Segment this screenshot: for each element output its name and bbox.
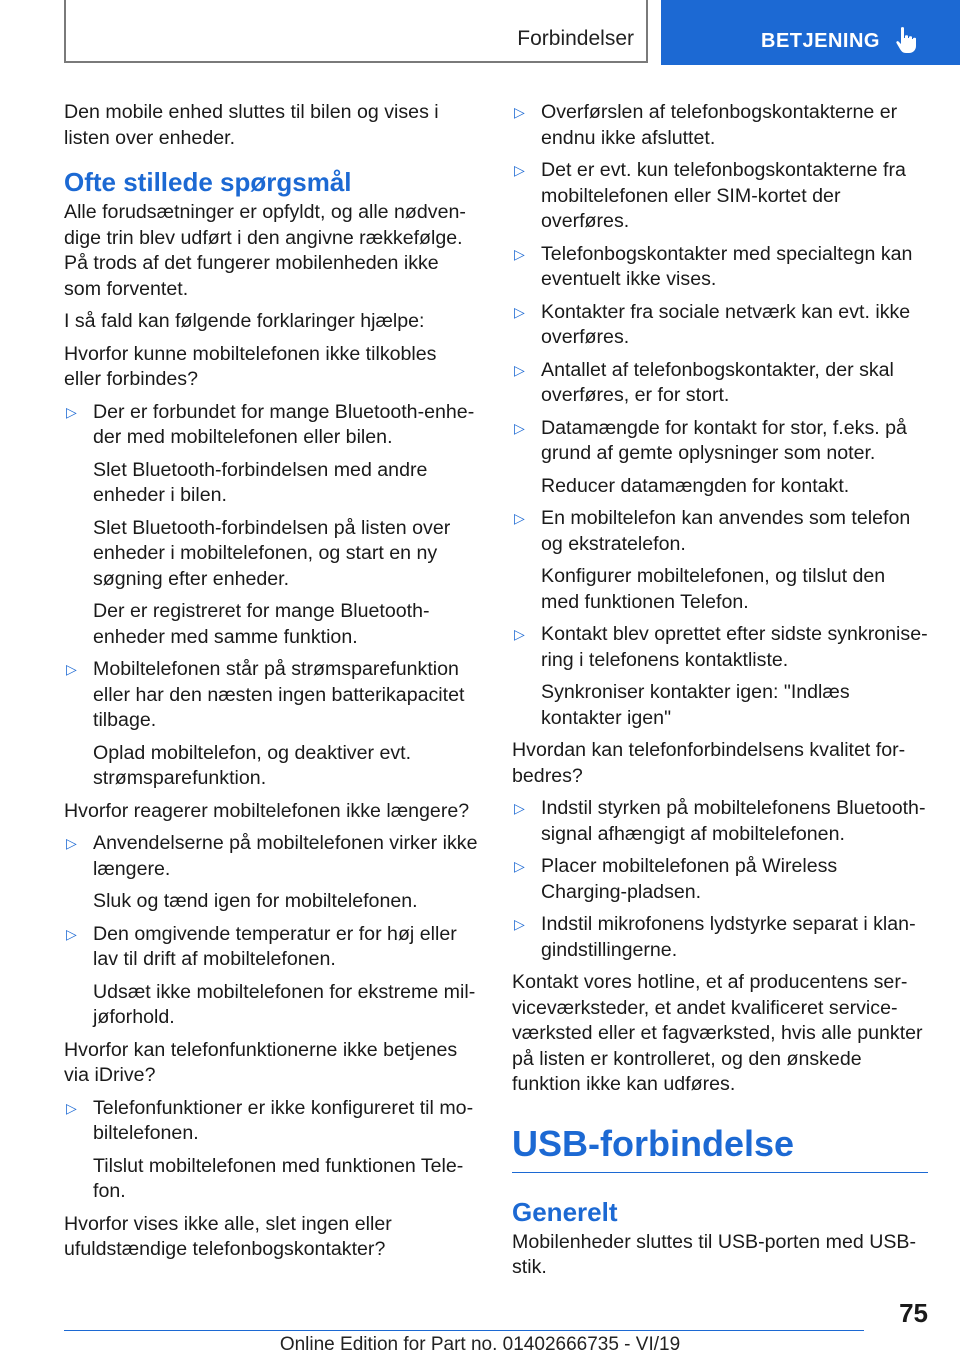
section-header-box xyxy=(64,0,648,63)
list-item: ▷ Indstil mikrofonens lydstyrke separat i klangindstillingerne. xyxy=(514,913,916,961)
list-item: ▷ Der er forbundet for mange Bluetooth-enheder med mobiltelefonen eller bilen. xyxy=(66,400,475,448)
list-item: ▷ Overførslen af telefonbogskontakterne er endnu ikke afsluttet. xyxy=(514,101,898,149)
footer-divider xyxy=(64,1330,864,1331)
list-item: ▷ Placer mobiltelefonen på Wireless Charging-pladsen. xyxy=(514,855,838,903)
faq-question: Hvorfor reagerer mobiltelefonen ikke længere? xyxy=(64,799,470,822)
usb-heading: USB-forbindelse xyxy=(512,1122,928,1173)
faq-paragraph: Alle forudsætninger er opfyldt, og alle nødvendige trin blev udført i den angivne rækkefølge. På trods af det fungerer mobilenheden ikke som forventet. xyxy=(64,201,466,300)
pointing-hand-icon xyxy=(895,26,919,54)
triangle-bullet-icon: ▷ xyxy=(514,104,525,120)
section-title: Forbindelser xyxy=(517,27,634,50)
list-item: ▷ Datamængde for kontakt for stor, f.eks. på grund af gemte oplysninger som noter. xyxy=(514,416,907,464)
triangle-bullet-icon: ▷ xyxy=(66,661,77,677)
general-paragraph: Mobilenheder sluttes til USB-porten med USB-stik. xyxy=(512,1230,917,1278)
faq-question: Hvorfor kan telefonfunktionerne ikke betjenes via iDrive? xyxy=(64,1038,458,1086)
triangle-bullet-icon: ▷ xyxy=(514,626,525,642)
list-item: ▷ Kontakter fra sociale netværk kan evt. ikke overføres. xyxy=(514,300,911,348)
triangle-bullet-icon: ▷ xyxy=(66,925,77,942)
left-column xyxy=(64,100,478,1270)
list-item-remedy: Reducer datamængden for kontakt. xyxy=(541,474,850,497)
triangle-bullet-icon: ▷ xyxy=(66,835,77,851)
list-item-remedy: Sluk og tænd igen for mobiltelefonen. xyxy=(93,890,418,912)
triangle-bullet-icon: ▷ xyxy=(66,403,77,420)
triangle-bullet-icon: ▷ xyxy=(514,510,525,526)
right-column xyxy=(512,100,928,1288)
faq-heading: Ofte stillede spørgsmål xyxy=(64,167,352,197)
list-item-remedy: Udsæt ikke mobiltelefonen for ekstreme miljøforhold. xyxy=(93,980,476,1028)
triangle-bullet-icon: ▷ xyxy=(514,800,525,816)
list-item-remedy: Synkroniser kontakter igen: "Indlæs kontakter igen" xyxy=(541,681,850,729)
list-item-remedy: Der er registreret for mange Bluetooth-enheder med samme funktion. xyxy=(93,600,430,648)
intro-paragraph: Den mobile enhed sluttes til bilen og vises i listen over enheder. xyxy=(64,101,439,149)
list-item: ▷ Mobiltelefonen står på strømsparefunktion eller har den næsten ingen batterikapacitet tilbage. xyxy=(66,658,465,731)
triangle-bullet-icon: ▷ xyxy=(514,303,525,320)
list-item: ▷ Telefonbogskontakter med specialtegn kan eventuelt ikke vises. xyxy=(514,242,913,290)
footer-edition: Online Edition for Part no. 01402666735 - VI/19 xyxy=(279,1334,681,1355)
triangle-bullet-icon: ▷ xyxy=(66,1099,77,1116)
list-item: ▷ Telefonfunktioner er ikke konfigureret til mobiltelefonen. xyxy=(66,1096,474,1144)
faq-question: Hvorfor vises ikke alle, slet ingen eller ufuldstændige telefonbogskontakter? xyxy=(64,1212,392,1260)
page-number: 75 xyxy=(899,1298,928,1328)
chapter-header-tab xyxy=(661,0,960,65)
list-item: ▷ En mobiltelefon kan anvendes som telefon og ekstratelefon. xyxy=(514,507,911,555)
list-item: ▷ Anvendelserne på mobiltelefonen virker ikke længere. xyxy=(66,832,478,880)
faq-paragraph: I så fald kan følgende forklaringer hjælpe: xyxy=(64,310,425,332)
list-item-remedy: Tilslut mobiltelefonen med funktionen Telefon. xyxy=(93,1154,464,1202)
faq-question: Hvorfor kunne mobiltelefonen ikke tilkobles eller forbindes? xyxy=(64,342,437,390)
list-item-remedy: Slet Bluetooth-forbindelsen med andre enheder i bilen. xyxy=(93,458,428,506)
contact-paragraph: Kontakt vores hotline, et af producentens serviceværksteder, et andet kvalificeret serviceværksted eller et fagværksted, hvis alle punkter på listen er kontrolleret, og den ønskede funktion ikke kan udføres. xyxy=(512,971,923,1095)
list-item: ▷ Kontakt blev oprettet efter sidste synkronisering i telefonens kontaktliste. xyxy=(514,623,928,671)
triangle-bullet-icon: ▷ xyxy=(514,419,525,436)
triangle-bullet-icon: ▷ xyxy=(514,361,525,378)
list-item-remedy: Oplad mobiltelefon, og deaktiver evt. strømsparefunktion. xyxy=(93,741,412,789)
triangle-bullet-icon: ▷ xyxy=(514,162,525,178)
chapter-title: BETJENING xyxy=(761,30,880,52)
general-heading: Generelt xyxy=(512,1196,618,1227)
list-item: ▷ Indstil styrken på mobiltelefonens Bluetooth-signal afhængigt af mobiltelefonen. xyxy=(514,797,926,845)
triangle-bullet-icon: ▷ xyxy=(514,858,525,874)
triangle-bullet-icon: ▷ xyxy=(514,245,525,262)
list-item: ▷ Den omgivende temperatur er for høj eller lav til drift af mobiltelefonen. xyxy=(66,922,457,970)
triangle-bullet-icon: ▷ xyxy=(514,916,525,932)
list-item-remedy: Slet Bluetooth-forbindelsen på listen over enheder i mobiltelefonen, og start en ny søgning efter enheder. xyxy=(93,516,451,590)
list-item: ▷ Antallet af telefonbogskontakter, der skal overføres, er for stort. xyxy=(514,358,894,406)
faq-question: Hvordan kan telefonforbindelsens kvalitet forbedres? xyxy=(512,739,906,787)
list-item-remedy: Konfigurer mobiltelefonen, og tilslut den med funktionen Telefon. xyxy=(541,565,886,613)
list-item: ▷ Det er evt. kun telefonbogskontakterne fra mobiltelefonen eller SIM-kortet der overføres. xyxy=(514,159,906,232)
